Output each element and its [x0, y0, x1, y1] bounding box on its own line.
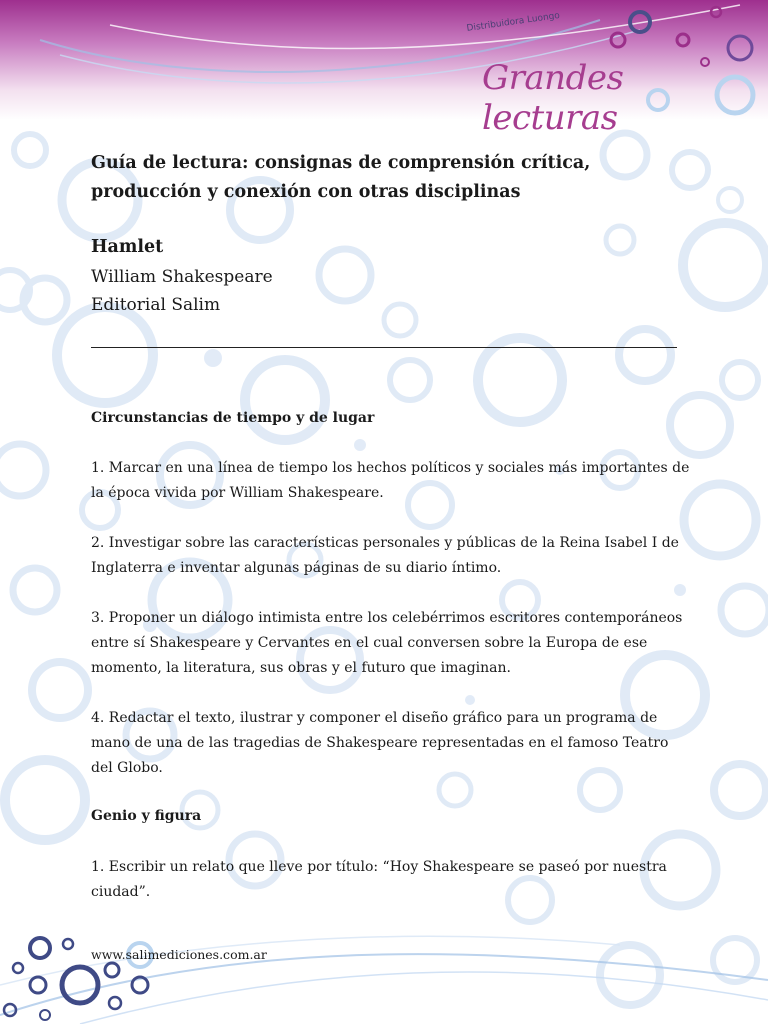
section-heading-genio-figura: Genio y figura [91, 808, 202, 824]
list-item: 4. Redactar el texto, ilustrar y componer el diseño gráfico para un programa de mano de una de las tragedias de Shakespeare representadas en el famoso Teatro del Globo. [91, 710, 669, 776]
brand-logo-title: Grandes lecturas [482, 58, 624, 138]
book-author: William Shakespeare [91, 267, 273, 287]
list-item: 1. Marcar en una línea de tiempo los hechos políticos y sociales más importantes de la época vivida por William Shakespeare. [91, 460, 690, 501]
section-heading-time-place: Circunstancias de tiempo y de lugar [91, 410, 375, 426]
divider [91, 347, 677, 348]
distributor-label: Distribuidora Luongo [466, 10, 561, 34]
list-item: 2. Investigar sobre las características personales y públicas de la Reina Isabel I de Inglaterra e inventar algunas páginas de su diario íntimo. [91, 535, 679, 576]
book-publisher: Editorial Salim [91, 295, 221, 315]
document-title: Guía de lectura: consignas de comprensión crítica, producción y conexión con otras disciplinas [91, 153, 591, 202]
list-item: 1. Escribir un relato que lleve por título: “Hoy Shakespeare se paseó por nuestra ciudad”. [91, 859, 667, 900]
footer-website-link[interactable]: www.salimediciones.com.ar [91, 947, 267, 962]
book-title: Hamlet [91, 237, 164, 257]
list-item: 3. Proponer un diálogo intimista entre los celebérrimos escritores contemporáneos entre sí Shakespeare y Cervantes en el cual conversen sobre la Europa de ese momento, la literatura, sus obras y el futuro que imaginan. [91, 610, 683, 676]
